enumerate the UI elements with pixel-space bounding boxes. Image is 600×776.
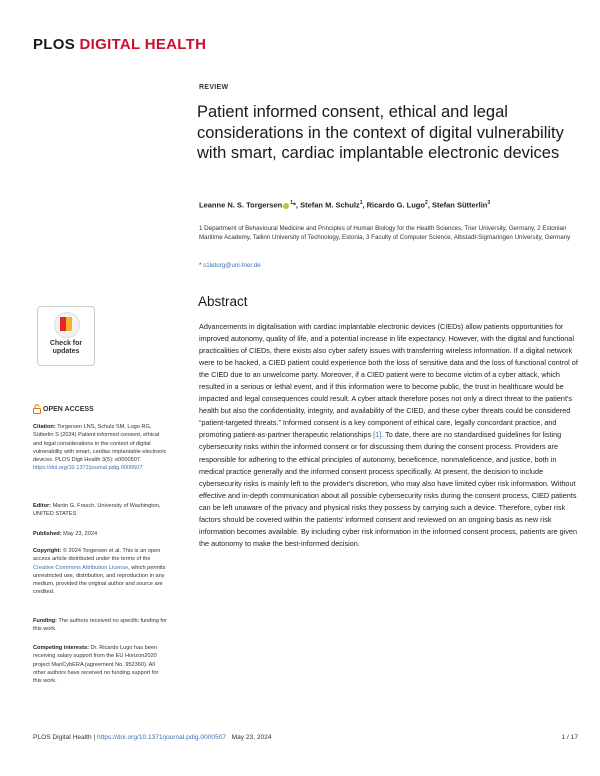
published-date: May 23, 2024 bbox=[63, 531, 98, 537]
funding-block bbox=[33, 617, 168, 634]
journal-name: PLOS bbox=[33, 36, 76, 53]
footer-date: May 23, 2024 bbox=[231, 734, 272, 741]
published-block bbox=[33, 530, 168, 538]
funding-label: Funding: bbox=[33, 618, 57, 624]
article-title: Patient informed consent, ethical and legal considerations in the context of digital vulnerability with smart, cardiac implantable electronic devices bbox=[197, 103, 564, 162]
affiliations: 1 Department of Behavioural Medicine and Principles of Human Biology for the Health Sciences, Trier University, Germany, 2 Estonian Maritime Academy, Tallinn University of Technology, Estonia, 3 Faculty of Computer Science, Albstadt-Sigmaringen University, Germany bbox=[199, 225, 571, 241]
license-link[interactable]: Creative Commons Attribution License bbox=[33, 564, 129, 571]
author-name[interactable]: Leanne N. S. Torgersen bbox=[199, 200, 283, 210]
copyright-text: © 2024 Torgersen et al. This is an open access article distributed under the terms of the bbox=[33, 548, 161, 563]
funding-text: The authors received no specific funding for this work. bbox=[33, 618, 167, 633]
copyright-label: Copyright: bbox=[33, 548, 62, 554]
editor-block bbox=[33, 502, 168, 519]
article-type-label: REVIEW bbox=[199, 84, 229, 91]
open-lock-icon bbox=[33, 404, 41, 414]
editor-text: Martin G. Frasch, University of Washington, UNITED STATES bbox=[33, 503, 161, 518]
editor-label: Editor: bbox=[33, 503, 52, 509]
footer-separator: | bbox=[91, 734, 98, 741]
citation-block bbox=[33, 423, 168, 473]
author-name[interactable]: Stefan M. Schulz bbox=[300, 200, 360, 210]
competing-interests-label: Competing interests: bbox=[33, 645, 89, 651]
author-name[interactable]: Stefan Sütterlin bbox=[431, 200, 488, 210]
citation-label: Citation: bbox=[33, 424, 56, 430]
reference-link[interactable]: [1] bbox=[373, 430, 382, 440]
doi-link[interactable]: https://doi.org/10.1371/journal.pdig.0000507 bbox=[33, 465, 143, 472]
abstract-body bbox=[199, 321, 581, 550]
competing-interests-text: Dr. Ricardo Lugo has been receiving salary support from the EU Horizon2020 project MariCybERA (agreement No. 952360). All other authors have received no funding support for this work. bbox=[33, 645, 159, 685]
corresponding-marker: * bbox=[293, 200, 296, 210]
open-access-label: OPEN ACCESS bbox=[33, 404, 94, 414]
page-number: 1 / 17 bbox=[561, 734, 578, 741]
corresponding-email bbox=[199, 262, 261, 269]
footer-journal: PLOS Digital Health bbox=[33, 734, 92, 741]
orcid-icon[interactable] bbox=[283, 203, 289, 209]
affiliation-marker: 1 bbox=[359, 200, 363, 206]
email-link[interactable]: s1letorg@uni-trier.de bbox=[203, 262, 261, 269]
published-label: Published: bbox=[33, 531, 62, 537]
abstract-heading: Abstract bbox=[198, 294, 248, 309]
check-for-updates-badge[interactable] bbox=[37, 306, 95, 366]
author-list: Leanne N. S. Torgersen $^1$*, Stefan M. Schulz$^1$, Ricardo G. Lugo$^2$, Stefan Sütterlin$^3$ bbox=[199, 200, 491, 210]
footer-doi-link[interactable]: https://doi.org/10.1371/journal.pdig.0000507 bbox=[97, 734, 227, 741]
page-footer bbox=[33, 734, 578, 741]
journal-header bbox=[33, 36, 206, 53]
competing-interests-block bbox=[33, 644, 168, 685]
citation-text: Torgersen LNS, Schulz SM, Lugo RG, Sütterlin S (2024) Patient informed consent, ethical and legal considerations in the context of digital vulnerability with smart, cardiac implantable electronic devices. PLOS Digit Health 3(5): e0000507. bbox=[33, 424, 167, 464]
copyright-text: , which permits unrestricted use, distribution, and reproduction in any medium, provided the original author and source are credited. bbox=[33, 564, 166, 596]
corresponding-marker: * bbox=[199, 262, 202, 269]
author-name[interactable]: Ricardo G. Lugo bbox=[366, 200, 425, 210]
crossmark-bookmark-right bbox=[66, 317, 72, 331]
affiliation-marker: 1 bbox=[290, 200, 293, 206]
check-for-updates-label: Check for updates bbox=[49, 340, 83, 355]
copyright-block bbox=[33, 547, 168, 597]
abstract-text: . To date, there are no standardised guidelines for listing cybersecurity risks within the informed consent or for discussing them during the consent process. Providers are responsible for adhering to the ethical principles of autonomy, beneficence, nonmaleficence, and justice, both in medical practice generally and the informed consent process specifically. At present, the decision to include cybersecurity risks is mainly left to the provider's discretion, who may also have limited cyber risk information. Without effective and in-depth communication about all possible cybersecurity risks during the consent process, CIED patients can be left unaware of the privacy and physical risks they possess by carrying such a device. Therefore, cyber risk factors should be covered within the patients' informed consent and reviewed on an ongoing basis as new risk information becomes available. By including cyber risk information in the informed consent process, patients are given the autonomy to make the best-informed decision. bbox=[199, 430, 577, 548]
affiliation-marker: 3 bbox=[487, 200, 491, 206]
journal-subtitle: DIGITAL HEALTH bbox=[79, 36, 207, 53]
abstract-text: Advancements in digitalisation with cardiac implantable electronic devices (CIEDs) allow patients opportunities for improved autonomy, quality of life, and a potential increase in life expectancy. However, with the digital and functional practicalities of CIEDs, there exists also cyber safety issues with transferring wireless information. If a digital network were to be hacked, a CIED patient could experience both the loss of sensitive data and the loss of functional control of the CIED due to an unwelcome party. Moreover, if a CIED patient were to become victim of a cyber attack, which resulted in a serious or lethal event, and if this information were to become public, the trust in healthcare would be impacted and legal consequences could result. A cyber attack therefore poses not only a direct threat to the patient's health but also the confidentiality, integrity, and availability of the CIED, and these cyber threats could be considered “patient-targeted threats.” Informed consent is a key component of ethical care, legally concordant practice, and promoting patient-as-partner therapeutic relationships bbox=[199, 322, 578, 440]
affiliation-marker: 2 bbox=[424, 200, 428, 206]
